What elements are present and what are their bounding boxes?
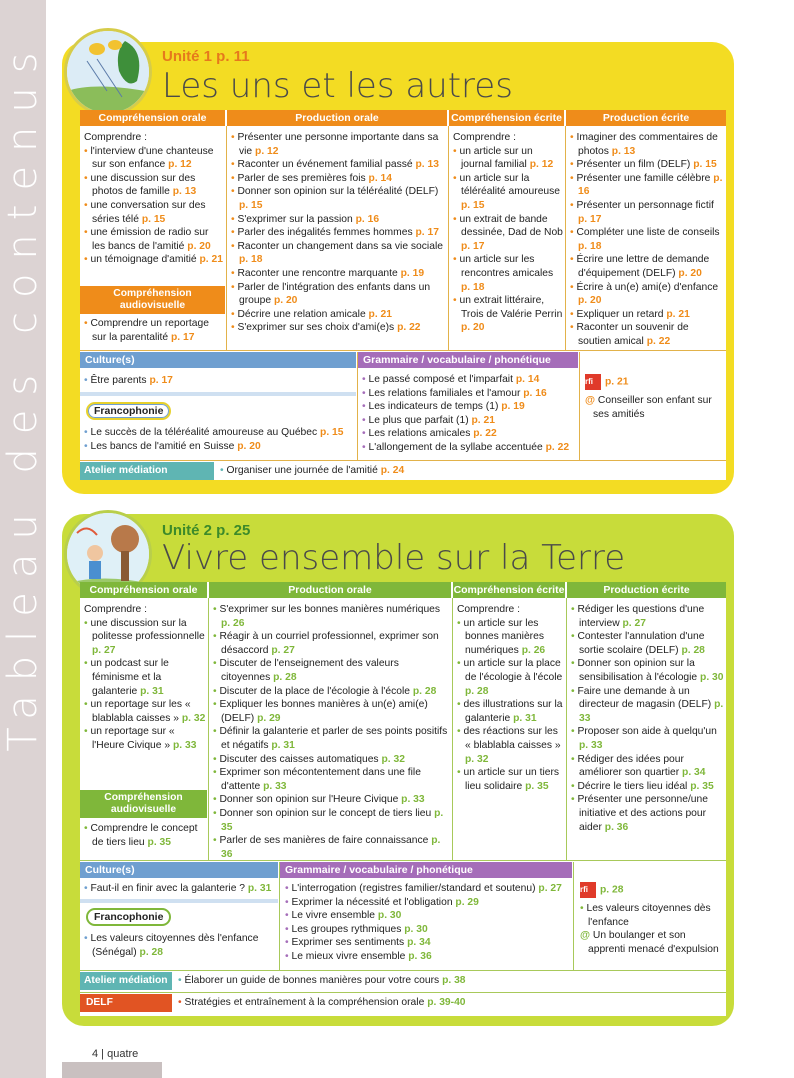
list-item: • Proposer son aide à quelqu'un p. 33 (571, 726, 717, 751)
list-item: • Exprimer ses sentiments p. 34 (285, 937, 431, 949)
rfi-block: rfi p. 28 • Les valeurs citoyennes dès l'enfance @ Un boulanger et son apprenti menacé d'expulsion (580, 882, 724, 956)
list-item: • Raconter un événement familial passé p. 13 (231, 159, 439, 171)
list-item: • Le succès de la téléréalité amoureuse au Québec p. 15 (84, 427, 344, 438)
list-item: @ Un boulanger et son apprenti menacé d'expulsion (580, 930, 719, 955)
francophonie-badge: Francophonie (86, 402, 171, 420)
grammaire-list (362, 373, 576, 455)
list-item: • Définir la galanterie et parler de ses points positifs et négatifs p. 31 (213, 726, 448, 751)
list-item: • Raconter un souvenir de soutien amical p. 22 (570, 322, 689, 347)
list-item: • Donner son opinion sur l'Heure Civique p. 33 (213, 794, 425, 806)
comp-audiovisuelle-list (84, 317, 224, 344)
list-item: • Faut-il en finir avec la galanterie ? p. 31 (84, 883, 272, 894)
header-comprehension-ecrite: Compréhension écrite (449, 110, 564, 126)
header-comprehension-ecrite: Compréhension écrite (453, 584, 565, 596)
list-item: • Donner son opinion sur le concept de tiers lieu p. 35 (213, 807, 444, 833)
francophonie-list (84, 426, 356, 453)
list-item: • Présenter un personnage fictif p. 17 (570, 199, 714, 225)
list-item: • Les relations familiales et l'amour p. 16 (362, 387, 547, 399)
list-item: • un témoignage d'amitié p. 21 (84, 254, 223, 266)
unit-1-title: Les uns et les autres (162, 66, 513, 106)
unit-1-label: Unité 1 p. 11 (162, 48, 250, 65)
culture-list (84, 882, 278, 896)
grammaire-list (285, 882, 575, 964)
list-item: • Décrire une relation amicale p. 21 (231, 308, 393, 320)
header-comprehension-orale: Compréhension orale (80, 582, 207, 598)
list-item: • Expliquer les bonnes manières à un(e) ami(e) (DELF) p. 29 (213, 699, 428, 724)
list-item: • Les indicateurs de temps (1) p. 19 (362, 401, 525, 413)
list-item: • un reportage sur les « blablabla caisses » p. 32 (84, 699, 206, 724)
list-item: • Donner son opinion sur la téléréalité (DELF) p. 15 (231, 186, 439, 211)
list-item: • Discuter de la place de l'écologie à l'école p. 28 (213, 685, 437, 697)
list-item: • Le vivre ensemble p. 30 (285, 910, 402, 922)
list-item: • l'interview d'une chanteuse sur son enfance p. 12 (84, 145, 214, 171)
list-item: • un article sur la place de l'écologie à l'école p. 28 (457, 658, 563, 697)
header-production-ecrite: Production écrite (567, 582, 726, 598)
list-item: • Écrire une lettre de demande d'équipement (DELF) p. 20 (570, 254, 710, 279)
unit-2-label: Unité 2 p. 25 (162, 522, 251, 539)
list-item: • Exprimer la nécessité et l'obligation p. 29 (285, 896, 479, 908)
list-item: • un reportage sur « l'Heure Civique » p. 33 (84, 726, 197, 751)
list-item: • Donner son opinion sur la sensibilisation à l'écologie p. 30 (571, 658, 724, 683)
list-item: • Parler des inégalités femmes hommes p. 17 (231, 227, 439, 239)
comp-ecrite-list: Comprendre : • un article sur un journal familial p. 12 • un article sur la téléréalité amoureuse p. 15 • un extrait de bande dessinée, Dad de Nob p. 17 • un article sur les rencontres amicales p. 18 • un extrait littéraire, Trois de Valérie Perrin p. 20 (453, 132, 563, 334)
list-item: • Comprendre un reportage sur la parentalité p. 17 (84, 318, 209, 343)
list-item: • Parler de l'intégration des enfants dans un groupe p. 20 (231, 281, 431, 307)
list-item: • un article sur un journal familial p. 12 (453, 145, 554, 171)
comp-orale-list: Comprendre : • une discussion sur la politesse professionnelle p. 27 • un podcast sur le féminisme et la galanterie p. 31 • un reportage sur les « blablabla caisses » p. 32 • un reportage sur « l'Heure Civique » p. 33 (84, 604, 206, 751)
header-production-ecrite: Production écrite (566, 110, 726, 126)
list-item: • une conversation sur des séries télé p. 15 (84, 199, 206, 225)
list-item: • Imaginer des commentaires de photos p. 13 (570, 132, 718, 157)
list-item: • un article sur les rencontres amicales p. 18 (453, 254, 554, 293)
rfi-logo-icon: rfi (580, 882, 596, 898)
list-item: • un podcast sur le féminisme et la galanterie p. 31 (84, 658, 169, 697)
list-item: • Exprimer son mécontentement dans une file d'attente p. 33 (213, 767, 421, 792)
side-band (0, 0, 46, 1078)
list-item: • S'exprimer sur la passion p. 16 (231, 213, 380, 225)
unit-2-content (80, 582, 726, 1016)
page-number: 4 | quatre (92, 1048, 139, 1060)
list-item: • une émission de radio sur les bancs de l'amitié p. 20 (84, 227, 211, 252)
prod-orale-list (213, 603, 449, 861)
list-item: • Faire une demande à un directeur de magasin (DELF) p. 33 (571, 685, 724, 724)
header-production-orale: Production orale (209, 582, 451, 598)
list-item: • Rédiger des idées pour améliorer son quartier p. 34 (571, 753, 706, 779)
list-item: • L'allongement de la syllabe accentuée p. 22 (362, 441, 570, 453)
unit-1-panel (62, 42, 734, 494)
list-item: • Réagir à un courriel professionnel, exprimer son désaccord p. 27 (213, 631, 439, 656)
list-item: • S'exprimer sur ses choix d'ami(e)s p. 22 (231, 322, 421, 334)
list-item: • Écrire à un(e) ami(e) d'enfance p. 20 (570, 281, 719, 307)
list-item: • Rédiger les questions d'une interview p. 27 (571, 604, 705, 629)
rfi-logo-icon: rfi (585, 374, 601, 390)
list-item: • Les relations amicales p. 22 (362, 428, 497, 440)
list-item: • Parler de ses manières de faire connaissance p. 36 (213, 835, 441, 860)
list-item: • une discussion sur la politesse professionnelle p. 27 (84, 617, 205, 656)
list-item: @ Conseiller son enfant sur ses amitiés (585, 395, 712, 420)
list-item: • Les groupes rythmiques p. 30 (285, 923, 428, 935)
delf-text: • Stratégies et entraînement à la compréhension orale p. 39-40 (178, 997, 466, 1008)
page-footer (62, 1040, 182, 1078)
list-item: • Présenter un film (DELF) p. 15 (570, 159, 717, 171)
list-item: • des illustrations sur la galanterie p. 31 (457, 699, 563, 724)
comp-ecrite-list: Comprendre : • un article sur les bonnes manières numériques p. 26 • un article sur la place de l'écologie à l'école p. 28 • des illustrations sur la galanterie p. 31 • des réactions sur les « blablabla caisses » p. 32 • un article sur un tiers lieu solidaire p. 35 (457, 604, 563, 792)
list-item: • Discuter de l'enseignement des valeurs citoyennes p. 28 (213, 658, 399, 683)
unit-2-title: Vivre ensemble sur la Terre (162, 538, 626, 578)
prod-ecrite-list (570, 131, 724, 349)
atelier-mediation-label: Atelier médiation (80, 972, 172, 990)
list-item: • Compléter une liste de conseils p. 18 (570, 227, 720, 252)
list-item: • un article sur la téléréalité amoureuse p. 15 (453, 172, 561, 211)
delf-label: DELF (80, 994, 172, 1012)
atelier-mediation-text: • Organiser une journée de l'amitié p. 24 (220, 465, 405, 476)
prod-ecrite-list (571, 603, 724, 834)
list-item: • Raconter un changement dans sa vie sociale p. 18 (231, 240, 443, 266)
unit-2-panel (62, 514, 734, 1026)
list-item: • Le passé composé et l'imparfait p. 14 (362, 374, 540, 385)
list-item: • Parler de ses premières fois p. 14 (231, 172, 393, 184)
list-item: • Décrire le tiers lieu idéal p. 35 (571, 780, 714, 792)
list-item: • L'interrogation (registres familier/standard et soutenu) p. 27 (285, 883, 562, 894)
culture-list (84, 374, 354, 388)
list-item: • Présenter une personne/une initiative et des actions pour aider p. 36 (571, 794, 708, 833)
comp-audiovisuelle-header: Compréhension audiovisuelle (80, 790, 207, 818)
list-item: • Expliquer un retard p. 21 (570, 308, 690, 320)
list-item: • Le mieux vivre ensemble p. 36 (285, 950, 432, 962)
list-item: • un extrait littéraire, Trois de Valérie Perrin p. 20 (453, 295, 563, 334)
header-comprehension-orale: Compréhension orale (80, 110, 225, 126)
atelier-mediation-label: Atelier médiation (80, 462, 214, 480)
grammaire-header: Grammaire / vocabulaire / phonétique (280, 862, 572, 878)
list-item: • Présenter une personne importante dans sa vie p. 12 (231, 132, 439, 157)
list-item: • un article sur un tiers lieu solidaire p. 35 (457, 767, 560, 792)
side-title: Tableau des contenus (0, 38, 46, 752)
francophonie-list (84, 932, 278, 959)
list-item: • S'exprimer sur les bonnes manières numériques p. 26 (213, 604, 441, 629)
rfi-block: rfi p. 21 @ Conseiller son enfant sur ses amitiés (585, 374, 723, 421)
culture-header: Culture(s) (80, 862, 278, 878)
list-item: • des réactions sur les « blablabla caisses » p. 32 (457, 726, 561, 765)
list-item: • un article sur les bonnes manières numériques p. 26 (457, 617, 546, 656)
culture-header: Culture(s) (80, 352, 356, 368)
list-item: • Le plus que parfait (1) p. 21 (362, 414, 495, 426)
list-item: • Être parents p. 17 (84, 375, 173, 386)
side-title-wrap (0, 40, 46, 750)
list-item: • un extrait de bande dessinée, Dad de Nob p. 17 (453, 213, 563, 252)
list-item: • Les valeurs citoyennes dès l'enfance (Sénégal) p. 28 (84, 933, 259, 958)
comp-audiovisuelle-list (84, 822, 206, 849)
list-item: • Les valeurs citoyennes dès l'enfance (580, 903, 711, 928)
atelier-mediation-text: • Élaborer un guide de bonnes manières pour votre cours p. 38 (178, 975, 466, 986)
list-item: • Comprendre le concept de tiers lieu p. 35 (84, 823, 198, 848)
francophonie-badge: Francophonie (86, 908, 171, 926)
list-item: • Les bancs de l'amitié en Suisse p. 20 (84, 440, 261, 452)
list-item: • Discuter des caisses automatiques p. 32 (213, 753, 405, 765)
unit-1-content (80, 110, 726, 480)
list-item: • Présenter une famille célèbre p. 16 (570, 172, 723, 198)
comp-orale-list: Comprendre : • l'interview d'une chanteuse sur son enfance p. 12 • une discussion sur des photos de famille p. 13 • une conversation sur des séries télé p. 15 • une émission de radio sur les bancs de l'amitié p. 20 • un témoignage d'amitié p. 21 (84, 132, 223, 266)
prod-orale-list (231, 131, 446, 335)
list-item: • Raconter une rencontre marquante p. 19 (231, 267, 425, 279)
list-item: • une discussion sur des photos de famille p. 13 (84, 172, 197, 198)
list-item: • Contester l'annulation d'une sortie scolaire (DELF) p. 28 (571, 631, 705, 656)
header-production-orale: Production orale (227, 110, 447, 126)
grammaire-header: Grammaire / vocabulaire / phonétique (358, 352, 578, 368)
comp-audiovisuelle-header: Compréhension audiovisuelle (80, 286, 225, 314)
unit-1-illustration (64, 28, 152, 116)
